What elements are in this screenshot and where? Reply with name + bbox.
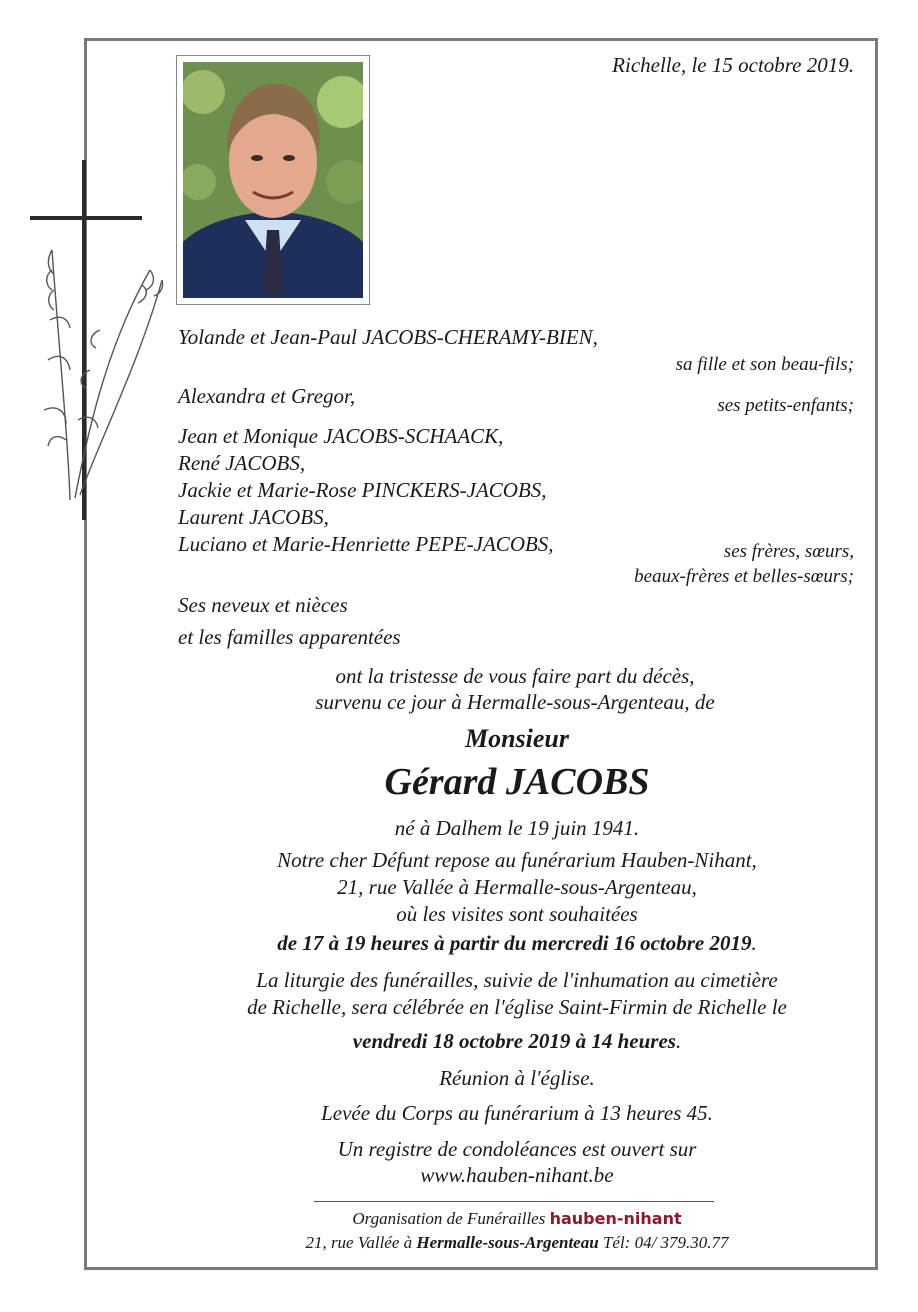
family-line-grandchildren: Alexandra et Gregor, [178,384,356,408]
visit-hours-text: de 17 à 19 heures à partir du mercredi 16 octobre 2019 [277,931,752,955]
family-line-daughter: Yolande et Jean-Paul JACOBS-CHERAMY-BIEN, [178,325,598,349]
announcement-line: ont la tristesse de vous faire part du décès, [335,664,695,688]
family-line-nephews: Ses neveux et nièces [178,593,348,617]
sibling-line: René JACOBS, [178,451,306,475]
relation-siblings-in-law: beaux-frères et belles-sœurs; [634,566,854,587]
visits-line: Notre cher Défunt repose au funérarium Hauben-Nihant, [277,848,757,872]
funeral-date [120,1029,914,1054]
funeral-line: de Richelle, sera célébrée en l'église Saint-Firmin de Richelle le [247,995,787,1019]
footer-divider [314,1201,714,1202]
brand-logo: hauben-nihant [549,1209,682,1228]
levee-info: Levée du Corps au funérarium à 13 heures 45. [321,1101,713,1125]
relation-daughter: sa fille et son beau-fils; [675,354,854,375]
portrait-photo [176,55,370,305]
relation-grandchildren: ses petits-enfants; [717,395,854,416]
sibling-line: Jean et Monique JACOBS-SCHAACK, [178,424,504,448]
funeral-date-period: . [675,1029,682,1053]
funeral-line: La liturgie des funérailles, suivie de l'inhumation au cimetière [256,968,778,992]
birth-info: né à Dalhem le 19 juin 1941. [394,816,640,840]
sibling-line: Luciano et Marie-Henriette PEPE-JACOBS, [178,532,554,556]
footer-address [120,1233,914,1253]
deceased-title: Monsieur [464,724,570,753]
date-line: Richelle, le 15 octobre 2019. [612,53,854,77]
announcement-line: survenu ce jour à Hermalle-sous-Argenteau, de [315,690,715,714]
registry-line: Un registre de condoléances est ouvert sur [337,1137,697,1161]
visit-hours [120,931,914,956]
registry-url[interactable]: www.hauben-nihant.be [420,1163,614,1187]
visit-hours-period: . [751,931,757,955]
footer-organisation [120,1209,914,1229]
visits-line: où les visites sont souhaitées [396,902,638,926]
sibling-line: Jackie et Marie-Rose PINCKERS-JACOBS, [178,478,547,502]
deceased-name: Gérard JACOBS [384,761,650,803]
sibling-line: Laurent JACOBS, [178,505,329,529]
family-line-relatives: et les familles apparentées [178,625,401,649]
visits-line: 21, rue Vallée à Hermalle-sous-Argenteau, [337,875,697,899]
meeting-info: Réunion à l'église. [439,1066,595,1090]
footer-address-city: Hermalle-sous-Argenteau [416,1233,599,1252]
footer-org-prefix: Organisation de Funérailles [352,1209,550,1228]
footer-address-prefix: 21, rue Vallée à [305,1233,417,1252]
relation-siblings: ses frères, sœurs, [723,541,854,562]
funeral-date-text: vendredi 18 octobre 2019 à 14 heures [352,1029,676,1053]
footer-phone: Tél: 04/ 379.30.77 [598,1233,729,1252]
